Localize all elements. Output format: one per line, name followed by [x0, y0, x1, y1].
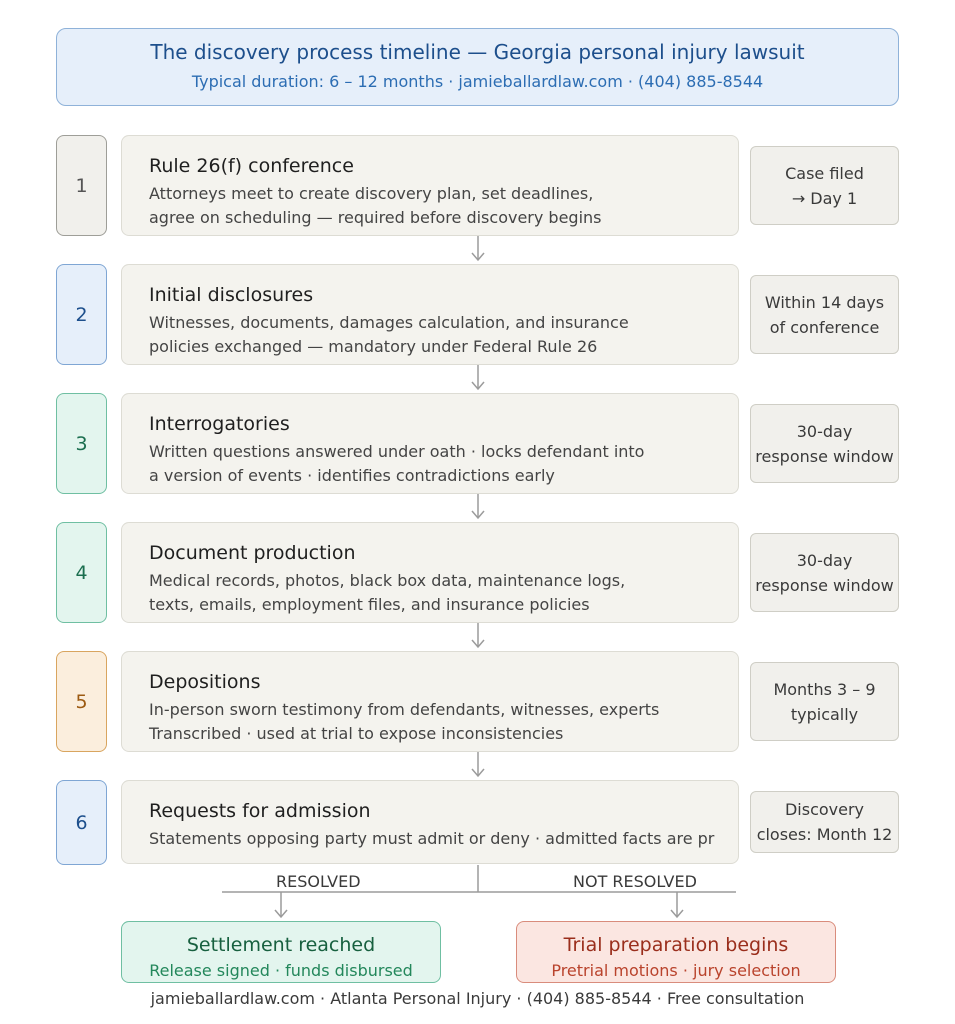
- timing-line: Within 14 days: [764, 292, 885, 312]
- footer-text: jamieballardlaw.com · Atlanta Personal Injury · (404) 885-8544 · Free consultation: [150, 989, 805, 1008]
- step-timing-5: [750, 662, 899, 741]
- timing-line: response window: [755, 575, 894, 595]
- step-description-line: Attorneys meet to create discovery plan, set deadlines,: [149, 184, 594, 203]
- step-timing-4: [750, 533, 899, 612]
- step-timing-6: [750, 791, 899, 853]
- step-card-1: [121, 135, 739, 236]
- step-title: Depositions: [149, 671, 261, 693]
- step-title: Initial disclosures: [149, 284, 314, 306]
- step-description-line: Witnesses, documents, damages calculation, and insurance: [149, 313, 629, 332]
- header-banner: [56, 28, 899, 106]
- step-card-3: [121, 393, 739, 494]
- timing-line: typically: [790, 704, 859, 724]
- step-description-line: In-person sworn testimony from defendants, witnesses, experts: [149, 700, 660, 719]
- branch-label-not-resolved: NOT RESOLVED: [567, 872, 703, 891]
- step-card-2: [121, 264, 739, 365]
- timing-line: Months 3 – 9: [773, 679, 876, 699]
- outcome-subtitle: Pretrial motions · jury selection: [551, 961, 801, 980]
- step-number-6: 6: [56, 780, 107, 865]
- step-timing-1: [750, 146, 899, 225]
- step-title: Rule 26(f) conference: [149, 155, 354, 177]
- outcome-title: Settlement reached: [186, 934, 376, 956]
- outcome-settlement: [121, 921, 441, 983]
- step-title: Document production: [149, 542, 356, 564]
- timing-line: Case filed: [785, 163, 864, 183]
- step-timing-3: [750, 404, 899, 483]
- step-number-3: 3: [56, 393, 107, 494]
- step-description-line: Transcribed · used at trial to expose inconsistencies: [149, 724, 564, 743]
- timing-line: Discovery: [784, 800, 865, 819]
- step-number-1: 1: [56, 135, 107, 236]
- step-number-2: 2: [56, 264, 107, 365]
- step-description-line: Statements opposing party must admit or deny · admitted facts are pr: [149, 829, 715, 848]
- page-subtitle: Typical duration: 6 – 12 months · jamieballardlaw.com · (404) 885-8544: [191, 72, 764, 91]
- step-description-line: policies exchanged — mandatory under Federal Rule 26: [149, 337, 598, 356]
- page-title: The discovery process timeline — Georgia personal injury lawsuit: [150, 40, 805, 64]
- step-description-line: a version of events · identifies contradictions early: [149, 466, 555, 485]
- outcome-title: Trial preparation begins: [563, 934, 789, 956]
- step-title: Requests for admission: [149, 800, 371, 822]
- step-description-line: Medical records, photos, black box data, maintenance logs,: [149, 571, 626, 590]
- timing-line: response window: [755, 446, 894, 466]
- step-number-4: 4: [56, 522, 107, 623]
- step-timing-2: [750, 275, 899, 354]
- branch-label-resolved: RESOLVED: [270, 872, 367, 891]
- step-card-6: [121, 780, 739, 864]
- timing-line: → Day 1: [791, 188, 858, 208]
- step-title: Interrogatories: [149, 413, 290, 435]
- step-number-5: 5: [56, 651, 107, 752]
- step-description-line: texts, emails, employment files, and insurance policies: [149, 595, 590, 614]
- step-card-5: [121, 651, 739, 752]
- timing-line: 30-day: [796, 550, 853, 570]
- step-description-line: Written questions answered under oath · locks defendant into: [149, 442, 645, 461]
- step-card-4: [121, 522, 739, 623]
- timing-line: closes: Month 12: [756, 825, 893, 844]
- timing-line: of conference: [769, 317, 880, 337]
- outcome-subtitle: Release signed · funds disbursed: [149, 961, 413, 980]
- step-description-line: agree on scheduling — required before discovery begins: [149, 208, 602, 227]
- timing-line: 30-day: [796, 421, 853, 441]
- outcome-trial: [516, 921, 836, 983]
